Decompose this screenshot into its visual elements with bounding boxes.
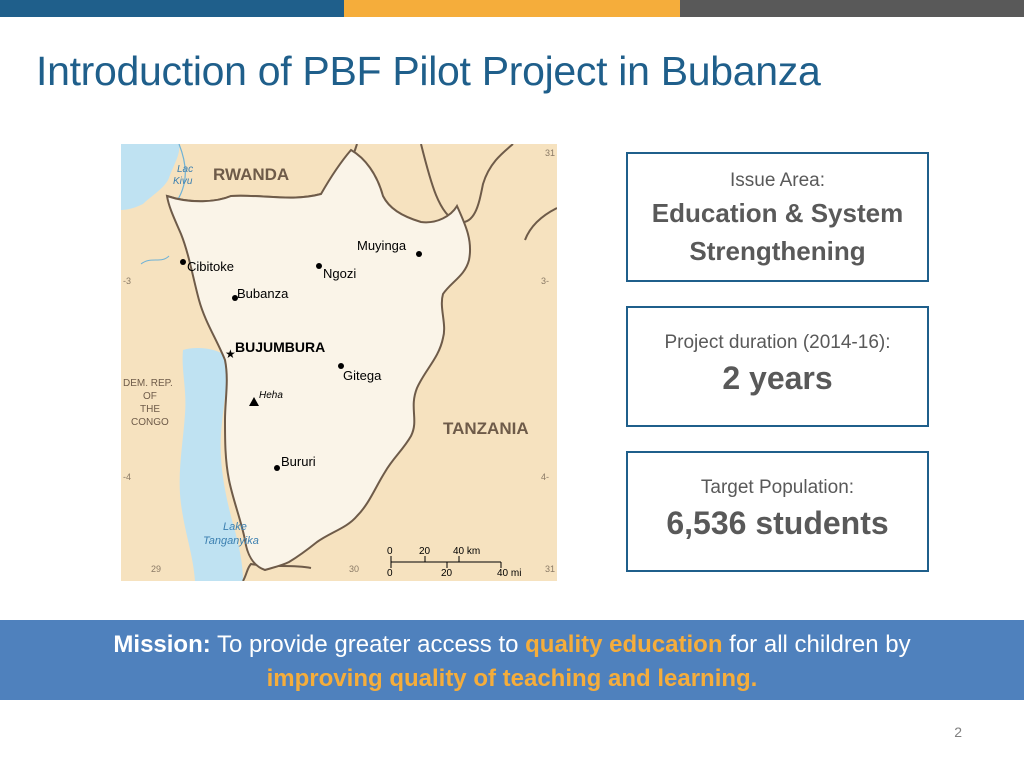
lake-tanganyika-label: Lake [223,521,247,533]
scale-label: 40 km [453,546,481,557]
grid-label: 4- [541,472,550,482]
city-dot-icon [180,259,186,265]
lake-tanganyika-label: Tanganyika [203,535,259,547]
scale-label: 40 mi [497,568,522,579]
mission-line2 [0,662,1024,696]
lake-kivu-label: Kivu [173,176,193,187]
scale-label: 0 [387,568,393,579]
scale-label: 20 [419,546,431,557]
issue-area-value-line2: Strengthening [689,236,866,266]
city-label-bubanza: Bubanza [237,286,289,301]
grid-label: -3 [123,276,132,286]
slide-title: Introduction of PBF Pilot Project in Bubanza [36,48,821,94]
project-duration-card [626,306,929,427]
drc-label: CONGO [131,417,169,428]
city-dot-icon [274,465,280,471]
city-dot-icon [416,251,422,257]
mission-banner [0,620,1024,700]
mission-highlight-quality-education: quality education [525,631,723,658]
grid-label: -4 [123,472,132,482]
city-label-ngozi: Ngozi [323,266,357,281]
project-duration-label: Project duration (2014-16): [664,332,891,353]
capital-star-icon: ★ [225,347,236,361]
drc-label: DEM. REP. [123,378,173,389]
city-label-gitega: Gitega [343,368,382,383]
rwanda-label: RWANDA [213,165,290,184]
grid-label: 31 [545,148,556,158]
target-population-label: Target Population: [700,477,855,498]
scale-label: 20 [441,568,453,579]
project-duration-value: 2 years [722,360,833,396]
issue-area-label: Issue Area: [729,170,826,191]
top-bar-gray-segment [680,0,1024,17]
burundi-map-svg [121,144,557,581]
city-label-muyinga: Muyinga [357,238,407,253]
grid-label: 31 [545,564,556,574]
top-bar-blue-segment [0,0,344,17]
top-bar-orange-segment [344,0,680,17]
lake-kivu-label: Lac [177,164,194,175]
scale-label: 0 [387,546,393,557]
grid-label: 30 [349,564,360,574]
grid-label: 3- [541,276,550,286]
mission-line1 [0,628,1024,662]
peak-label-heha: Heha [259,390,283,401]
target-population-card [626,451,929,572]
burundi-map [121,144,557,581]
mission-text2: for all children by [722,631,911,658]
grid-label: 29 [151,564,162,574]
city-label-cibitoke: Cibitoke [187,259,234,274]
mission-highlight-improving-quality: improving quality of teaching and learning. [266,665,758,692]
drc-label: THE [140,404,160,415]
top-color-bar [0,0,1024,17]
mission-prefix: Mission: [113,631,211,658]
target-population-value: 6,536 students [666,505,889,541]
issue-area-value-line1: Education & System [651,198,904,228]
issue-area-card [626,152,929,282]
page-number: 2 [954,724,962,740]
mission-text1: To provide greater access to [210,631,526,658]
city-dot-icon [316,263,322,269]
drc-label: OF [143,391,157,402]
city-label-bujumbura: BUJUMBURA [235,339,326,355]
city-label-bururi: Bururi [281,454,316,469]
tanzania-label: TANZANIA [443,419,529,438]
